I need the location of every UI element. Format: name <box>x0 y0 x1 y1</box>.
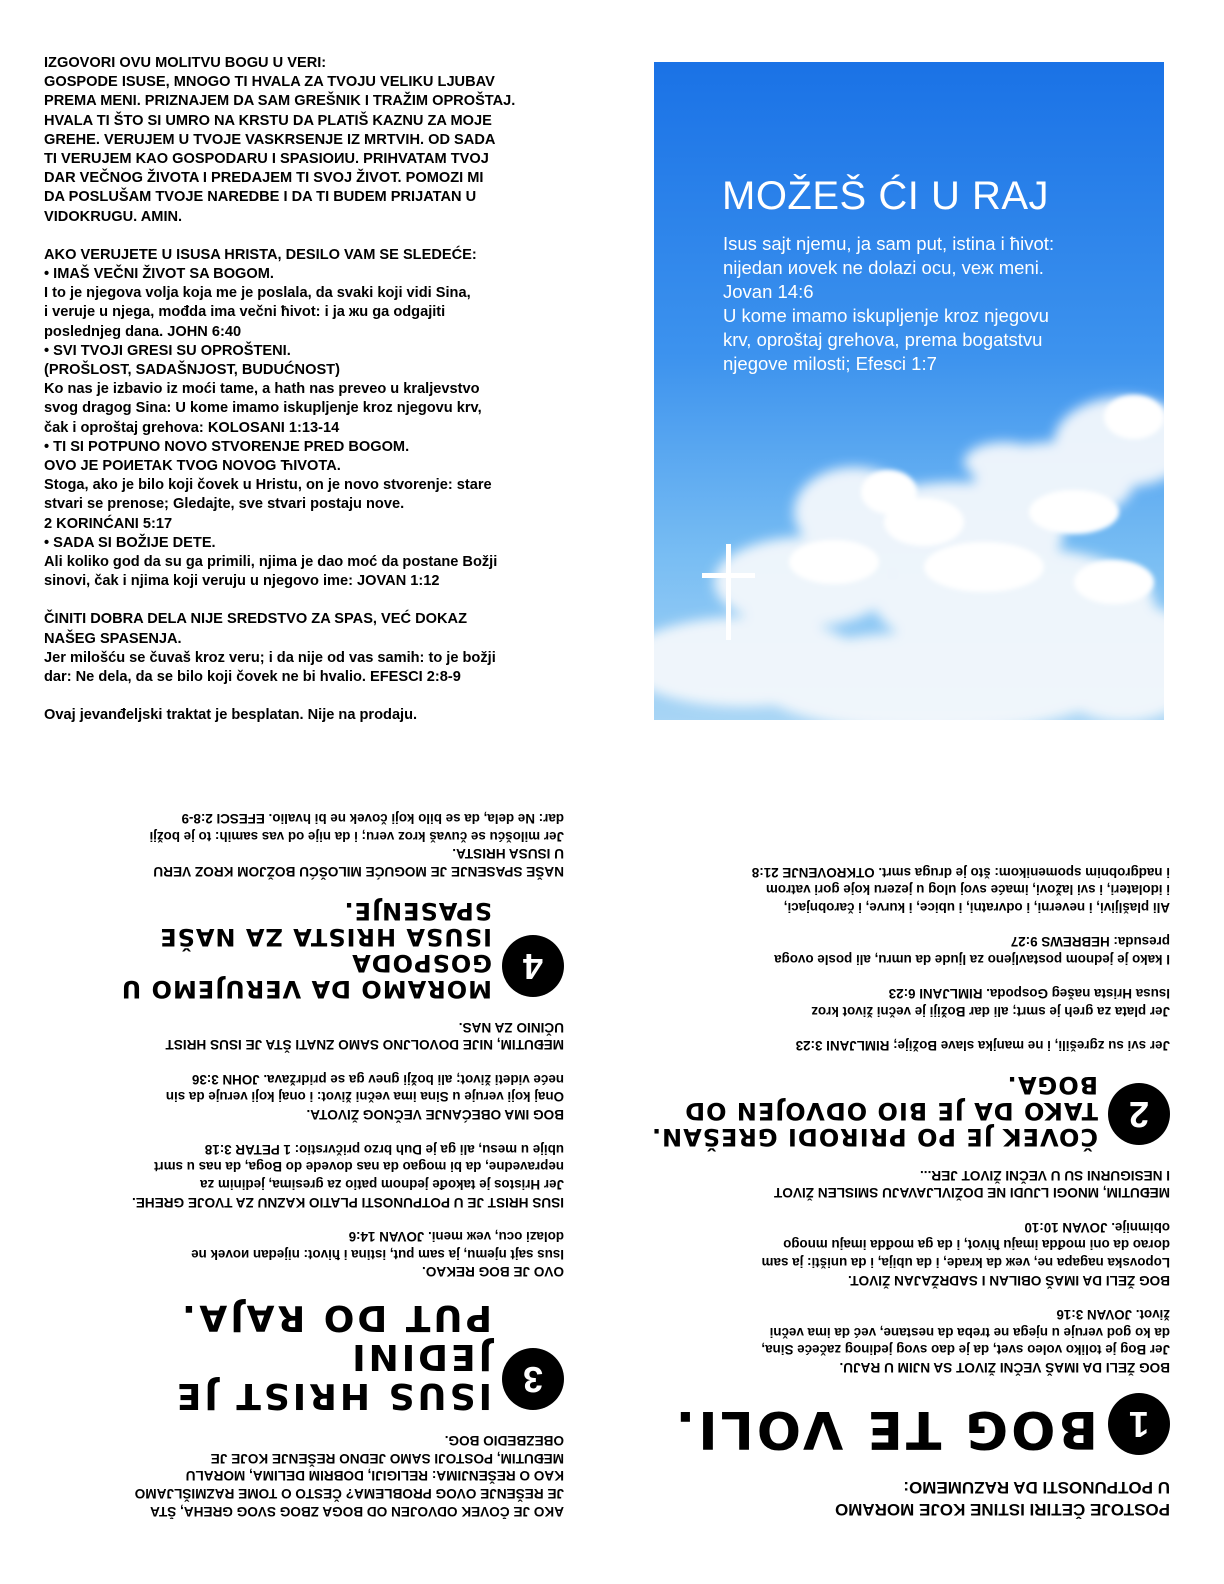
prayer-line: PREMA MENI. PRIZNAJEM DA SAM GREŠNIK I TRAŽIM OPROŠTAJ. <box>44 93 516 110</box>
section-subhead: BOG ŽELI DA IMAŠ OBILAN I SADRŽAJAN ŽIVOT. <box>848 1272 1170 1288</box>
believe-heading: AKO VERUJETE U ISUSA HRISTA, DESILO VAM SE SLEDEĆE: <box>44 246 477 263</box>
section-title: MORAMO DA VERUJEMO U GOSPODA <box>120 949 492 1003</box>
section-body: dar: Ne dela, da se bilo koji čovek ne bi hvalio. EFESCI 2:8-9 <box>181 811 564 827</box>
intro-line: OBEZBEDIO BOG. <box>444 1432 564 1448</box>
section-title: ISUS HRIST JE JEDINI <box>173 1336 492 1417</box>
cover-line: Jovan 14:6 <box>723 281 814 302</box>
section-body: Isus sajt njemu, ja sam put, istina i ћivot: nijedan иovek ne <box>191 1246 564 1262</box>
point-body: 2 KORINĆANI 5:17 <box>44 515 173 532</box>
section-body: obimnije. JOVAN 10:10 <box>1024 1219 1170 1235</box>
section-subhead: MEĐUTIM, NIJE DOVOLJNO SAMO ZNATI ŠTA JE ISUS HRIST <box>165 1037 564 1053</box>
point-head: • SVI TVOJI GRESI SU OPROŠTENI. <box>44 342 291 359</box>
section-title: TAKO DA JE BIO ODVOJEN OD BOGA. <box>684 1071 1098 1125</box>
section-subhead: U ISUSA HRISTA. <box>452 846 564 862</box>
prayer-line: GOSPODE ISUSE, MNOGO TI HVALA ZA TVOJU VELIKU LJUBAV <box>44 74 495 91</box>
point-body: sinovi, čak i njima koji veruju u njegovo ime: JOVAN 1:12 <box>44 573 440 590</box>
section-body: Jer plata za greh je smrt; ali dar Božiji je večni život kroz <box>811 1003 1170 1019</box>
point-body: Ali koliko god da su ga primili, njima je dao moć da postane Božji <box>44 554 498 571</box>
section-subhead: NAŠE SPASENJE JE MOGUĆE MILOŠĆU BOŽJOM KROZ VERU <box>153 864 564 880</box>
section-subhead: BOG IMA OBEĆANJE VEČNOG ŽIVOTA. <box>306 1107 564 1123</box>
section-subhead: MEĐUTIM, MNOGI LJUDI NE DOŽIVLJAVAJU SMISLEN ŽIVOT <box>774 1185 1170 1201</box>
cover-title: MOŽEŠ ĆI U RAJ <box>722 174 1050 218</box>
section-body: I kako je jednom postavljeno za ljude da umru, ali posle ovoga <box>774 951 1170 967</box>
point-body: i veruje u njega, mođda ima večni ћivot: i ja жu ga odgajiti <box>44 304 446 321</box>
intro-line: MEĐUTIM, POSTOJI SAMO JEDNO REŠENJE KOJE JE <box>210 1450 564 1466</box>
prayer-panel <box>44 54 599 726</box>
works-body: Jer milošću se čuvaš kroz veru; i da nije od vas samih: to je božji <box>44 649 496 666</box>
point-body: svog dragog Sina: U kome imamo iskupljenje kroz njegovu krv, <box>44 400 482 417</box>
point-head: • SADA SI BOŽIJE DETE. <box>44 534 216 551</box>
section-subhead: I NESIGURNI SU U VEČNI ŽIVOT JER... <box>919 1167 1170 1183</box>
number-badge: 1 <box>1108 1393 1170 1455</box>
section-title: ISUSA HRISTA ZA NAŠE SPASENJE. <box>159 897 492 952</box>
point-body: čak i oproštaj grehova: KOLOSANI 1:13-14 <box>44 419 340 436</box>
section-body: Jer milošću se čuvaš kroz veru; i da nije od vas samih: to je božji <box>149 828 564 844</box>
section-body: Jer Hristos je takođe jednom patio za gresima, jedinim za <box>200 1176 564 1192</box>
intro-line: JE REŠENJE OVOG PROBLEMA? ČESTO O TOME RAZMIŠLJAMO <box>134 1486 564 1502</box>
cover-line: krv, oproštaj grehova, prema bogatstvu <box>723 329 1043 350</box>
point-head: (PROŠLOST, SADAŠNJOST, BUDUĆNOST) <box>44 362 340 379</box>
number-badge: 3 <box>502 1348 564 1410</box>
point-body: stvari se prenose; Gledajte, sve stvari postaju nove. <box>44 496 405 513</box>
cover-line: nijedan иovek ne dolazi ocu, veж meni. <box>723 257 1044 278</box>
section-title: ČOVEK JE PO PRIRODI GREŠAN. <box>650 1122 1098 1151</box>
cover-panel <box>654 62 1164 720</box>
point-body: Ko nas je izbavio iz moći tame, a hath nas preveo u kraljevstvo <box>44 381 480 398</box>
section-body: dolazi ocu, veж meni. JOVAN 14:6 <box>348 1229 564 1245</box>
cover-line: U kome imamo iskupljenje kroz njegovu <box>723 305 1049 326</box>
section-4-heading <box>44 897 564 1001</box>
right-lower-panel <box>640 775 1170 1520</box>
point-head: • TI SI POTPUNO NOVO STVORENJE PRED BOGOM. <box>44 438 410 455</box>
section-body: Jer Bog je toliko voleo svet, da je dao svog jedinog začeće Sina, <box>761 1342 1170 1358</box>
intro-line: AKO JE ČOVEK ODVOJEN OD BOGA ZBOG SVOG GREHA, ŠTA <box>150 1504 564 1519</box>
point-body: Stoga, ako je bilo koji čovek u Hristu, on je novo stvorenje: stare <box>44 477 492 494</box>
cover-line: njegove milosti; Efesci 1:7 <box>723 353 937 374</box>
section-body: Isusa Hrista našeg Gospoda. RIMLJANI 6:23 <box>888 986 1170 1002</box>
intro-line: POSTOJE ČETIRI ISTINE KOJE MORAMO <box>834 1500 1170 1519</box>
section-body: da ko god veruje u njega ne treba da nestane, već da ima večni <box>769 1324 1170 1340</box>
prayer-line: GREHE. VERUJEM U TVOJE VASKRSENJE IZ MRTVIH. OD SADA <box>44 131 496 148</box>
number-badge: 2 <box>1108 1083 1170 1145</box>
section-3-heading <box>44 1297 564 1417</box>
section-body: Jer svi su zgrešili, i ne manjka slave Božije; RIMLJANI 3:23 <box>795 1038 1170 1054</box>
section-subhead: BOG ŽELI DA IMAŠ VEČNI ŽIVOT SA NJIM U RAJU. <box>839 1360 1170 1375</box>
intro-line: KAO O REŠENJIMA: RELIGIJI, DOBRIM DELIMA, MORALU <box>185 1468 564 1484</box>
point-head: • IMAŠ VEČNI ŽIVOT SA BOGOM. <box>44 266 274 283</box>
point-body: I to je njegova volja koja me je poslala, da svaki koji vidi Sina, <box>44 285 471 302</box>
section-body: presuda: HEBREWS 9:27 <box>1010 934 1170 950</box>
cross-icon <box>702 573 755 578</box>
number-badge: 4 <box>502 935 564 997</box>
section-subhead: UČINIO ZA NAS. <box>458 1019 564 1035</box>
section-body: i idolateri, i svi lažovi, imaće svoj ulog u jezeru koje gori vatrom <box>765 882 1170 898</box>
section-body: Lopovska nagapa ne, veж da krade, i da ubija, i da uništi: ja sam <box>761 1254 1170 1270</box>
section-2-heading <box>640 1071 1170 1149</box>
prayer-line: IZGOVORI OVU MOLITVU BOGU U VERI: <box>44 55 327 71</box>
cover-verses <box>723 232 1143 376</box>
section-body: neće videti život; ali božji gnev ga se pridržava. JOHN 3:36 <box>191 1072 564 1087</box>
section-body: i nadgrobnim spomenikom: što je druga smrt. OTKROVENJE 21:8 <box>751 864 1170 880</box>
prayer-line: DA POSLUŠAM TVOJE NAREDBE I DA TI BUDEM PRIJATAN U <box>44 189 477 206</box>
point-head: OVO JE POИETAK TVOG NOVOG ЋIVOTA. <box>44 458 341 475</box>
intro-line: U POTPUNOSTI DA RAZUMEMO: <box>903 1478 1170 1497</box>
section-body: Onaj koji veruje u Sina ima večni život: i onaj koji veruje da sin <box>165 1089 564 1105</box>
prayer-line: DAR VEČNOG ŽIVOTA I PREDAJEM TI SVOJ ŽIVOT. POMOZI MI <box>44 170 484 187</box>
prayer-line: TI VERUJEM KAO GOSPODARU I SPASIOИU. PRIHVATAM TVOJ <box>44 151 489 168</box>
cover-line: Isus sajt njemu, ja sam put, istina i ћivot: <box>723 233 1055 254</box>
free-note: Ovaj jevanđeljski traktat je besplatan. Nije na prodaju. <box>44 707 418 724</box>
section-body: ubije u mesu, ali ga je Duh brzo pričvrstio: 1 PETAR 3:18 <box>204 1141 564 1157</box>
works-heading: NAŠEG SPASENJA. <box>44 630 182 647</box>
section-subhead: ISUS HRIST JE U POTPUNOSTI PLATIO KAZNU ZA TVOJE GREHE. <box>131 1194 564 1210</box>
works-heading: ČINITI DOBRA DELA NIJE SREDSTVO ZA SPAS, VEĆ DOKAZ <box>44 611 467 628</box>
section-title: BOG TE VOLI. <box>672 1399 1098 1459</box>
section-body: život. JOVAN 3:16 <box>1056 1307 1170 1323</box>
works-body: dar: Ne dela, da se bilo koji čovek ne bi hvalio. EFESCI 2:8-9 <box>44 669 461 686</box>
prayer-line: VIDOKRUGU. AMIN. <box>44 208 183 225</box>
section-1-heading <box>640 1393 1170 1459</box>
section-subhead: OVO JE BOG REKAO. <box>421 1264 564 1280</box>
section-body: Ali plašljivi, i neverni, i odvratni, i ubice, i kurve, i čarobnjaci, <box>783 899 1170 915</box>
section-body: dorao da oni mođda imaju ћivot, i da ga mođda imaju mnogo <box>783 1237 1170 1253</box>
point-body: poslednjeg dana. JOHN 6:40 <box>44 323 242 340</box>
section-body: nepravedne, da bi mogao da nas dovede do Boga, da nas u smrt <box>154 1159 564 1175</box>
cross-icon <box>726 544 731 640</box>
left-lower-panel <box>44 760 564 1520</box>
section-title: PUT DO RAJA. <box>179 1297 492 1339</box>
prayer-line: HVALA TI ŠTO SI UMRO NA KRSTU DA PLATIŠ KAZNU ZA MOJE <box>44 112 492 129</box>
